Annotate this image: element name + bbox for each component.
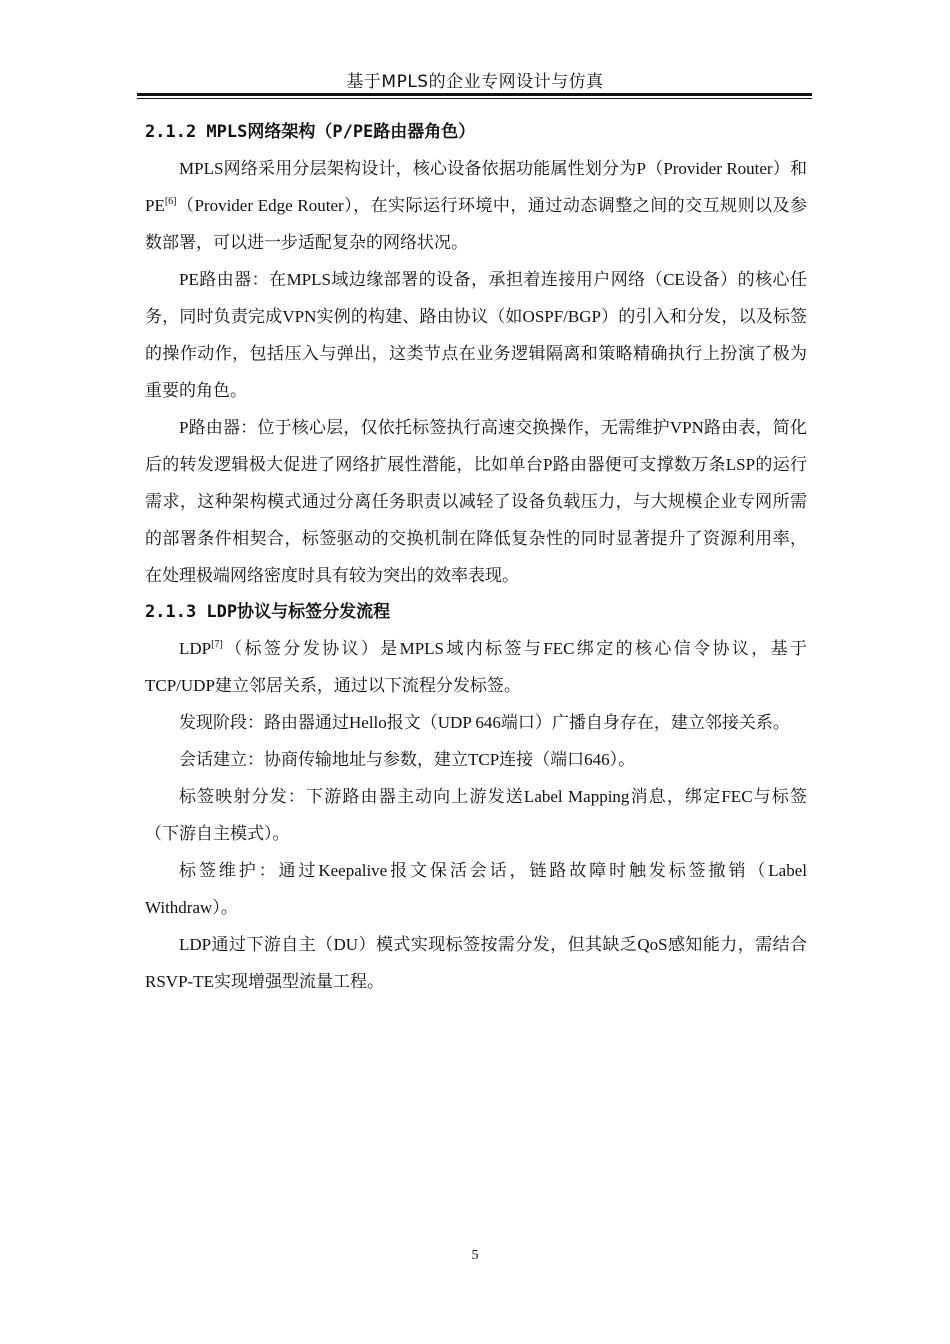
citation-ref: [6] — [164, 196, 177, 207]
header-title: 基于MPLS的企业专网设计与仿真 — [346, 72, 604, 92]
header-rule-thick — [137, 93, 812, 96]
paragraph — [145, 630, 807, 704]
paragraph — [145, 150, 807, 261]
paragraph-text: （Provider Edge Router），在实际运行环境中，通过动态调整之间的交互规则以及参数部署，可以进一步适配复杂的网络状况。 — [145, 196, 807, 252]
section-heading-2-1-3: 2.1.3 LDP协议与标签分发流程 — [145, 602, 391, 622]
paragraph: 会话建立：协商传输地址与参数，建立TCP连接（端口646）。 — [179, 750, 636, 769]
document-body — [145, 114, 807, 1000]
paragraph-text: （标签分发协议）是MPLS域内标签与FEC绑定的核心信令协议，基于TCP/UDP建立邻居关系，通过以下流程分发标签。 — [145, 639, 807, 695]
paragraph: P路由器：位于核心层，仅依托标签执行高速交换操作，无需维护VPN路由表，简化后的转发逻辑极大促进了网络扩展性潜能，比如单台P路由器便可支撑数万条LSP的运行需求，这种架构模式通过分离任务职责以减轻了设备负载压力，与大规模企业专网所需的部署条件相契合，标签驱动的交换机制在降低复杂性的同时显著提升了资源利用率，在处理极端网络密度时具有较为突出的效率表现。 — [145, 418, 807, 585]
paragraph: LDP通过下游自主（DU）模式实现标签按需分发，但其缺乏QoS感知能力，需结合RSVP-TE实现增强型流量工程。 — [145, 935, 807, 991]
paragraph: 标签映射分发：下游路由器主动向上游发送Label Mapping消息，绑定FEC与标签（下游自主模式）。 — [145, 787, 807, 843]
section-heading-2-1-2: 2.1.2 MPLS网络架构（P/PE路由器角色） — [145, 122, 476, 142]
citation-ref: [7] — [211, 639, 223, 650]
paragraph: PE路由器：在MPLS域边缘部署的设备，承担着连接用户网络（CE设备）的核心任务，同时负责完成VPN实例的构建、路由协议（如OSPF/BGP）的引入和分发，以及标签的操作动作，包括压入与弹出，这类节点在业务逻辑隔离和策略精确执行上扮演了极为重要的角色。 — [145, 270, 807, 400]
paragraph: 发现阶段：路由器通过Hello报文（UDP 646端口）广播自身存在，建立邻接关系。 — [179, 713, 790, 732]
header-rule-thin — [137, 98, 812, 99]
paragraph-text: MPLS网络采用分层架构设计，核心设备依据功能属性划分为P（Provider Router）和PE — [145, 159, 807, 215]
paragraph: 标签维护：通过Keepalive报文保活会话，链路故障时触发标签撤销（Label Withdraw）。 — [145, 861, 807, 917]
paragraph-text: LDP — [179, 639, 212, 658]
page-number: 5 — [471, 1248, 479, 1263]
